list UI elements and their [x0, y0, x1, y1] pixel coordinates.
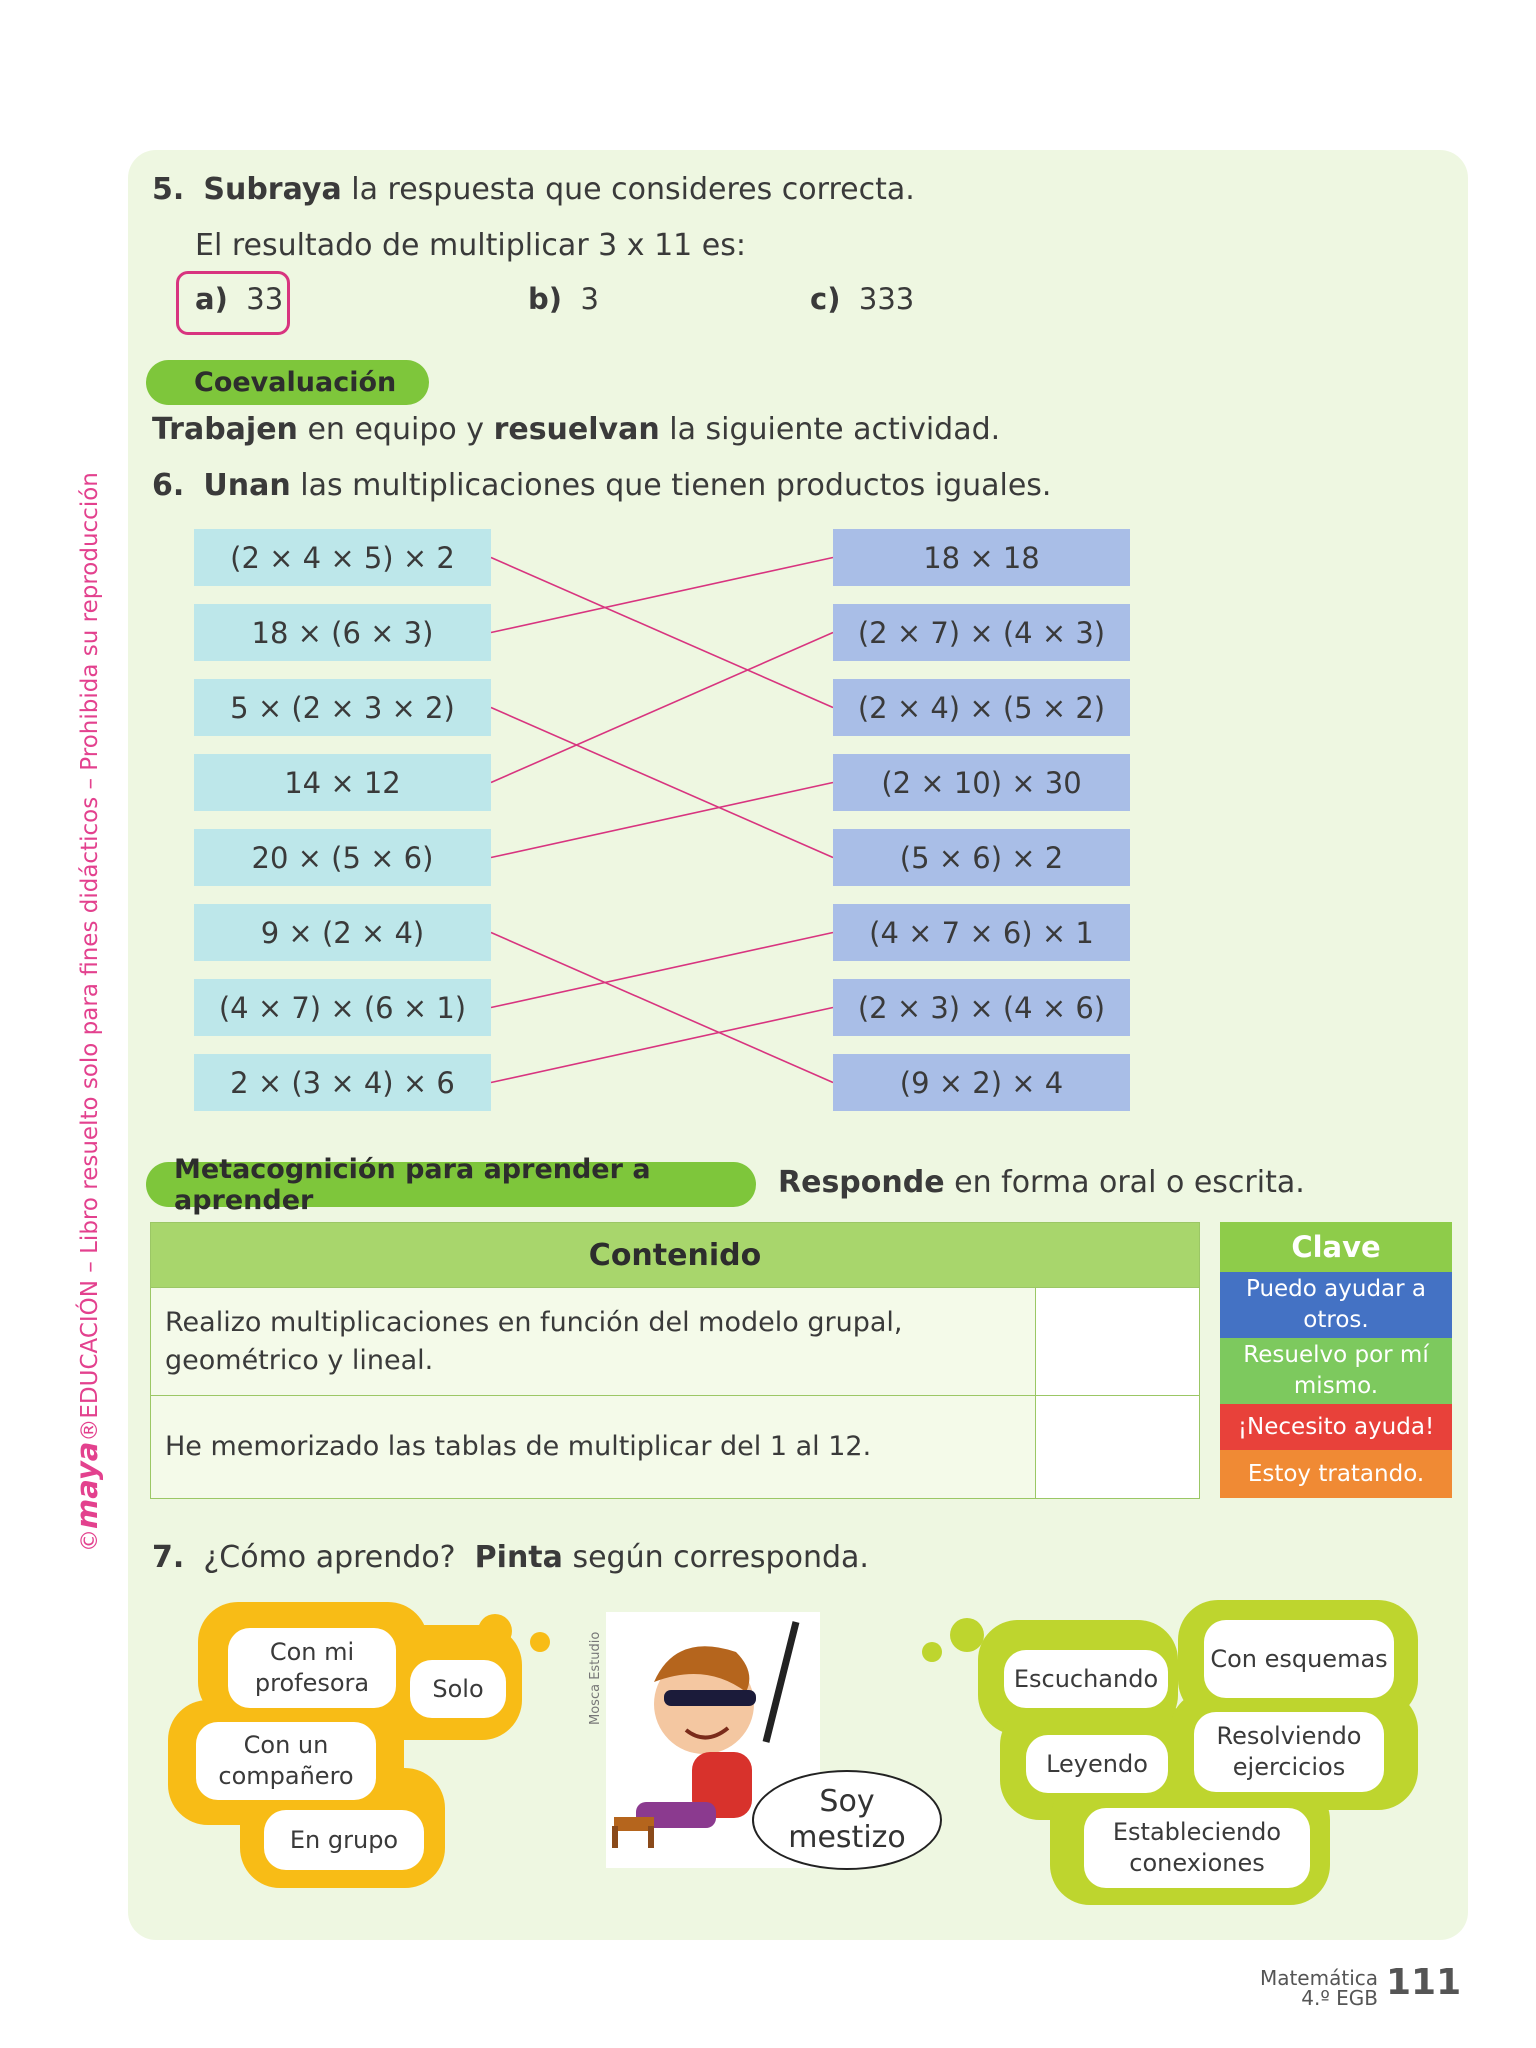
option-c[interactable]: c) 333	[810, 282, 915, 316]
match-line	[491, 1008, 833, 1083]
option-a[interactable]: a) 33	[195, 282, 284, 316]
option-resolviendo-ejercicios[interactable]: Resolviendo ejercicios	[1194, 1712, 1384, 1792]
left-expression[interactable]: 2 × (3 × 4) × 6	[194, 1054, 491, 1111]
option-b[interactable]: b) 3	[528, 282, 599, 316]
option-con-mi-profesora[interactable]: Con mi profesora	[228, 1628, 396, 1708]
q5-instruction: 5. Subraya la respuesta que consideres correcta.	[152, 172, 915, 207]
right-expression[interactable]: (2 × 4) × (5 × 2)	[833, 679, 1130, 736]
left-expression[interactable]: 9 × (2 × 4)	[194, 904, 491, 961]
right-expression[interactable]: (9 × 2) × 4	[833, 1054, 1130, 1111]
q7-instruction: 7. ¿Cómo aprendo? Pinta según corresponda.	[152, 1540, 869, 1575]
table-row-content: He memorizado las tablas de multiplicar del 1 al 12.	[151, 1396, 1036, 1499]
right-expression[interactable]: (4 × 7 × 6) × 1	[833, 904, 1130, 961]
left-expression[interactable]: 5 × (2 × 3 × 2)	[194, 679, 491, 736]
metacognicion-pill: Metacognición para aprender a aprender	[146, 1162, 756, 1207]
right-expression[interactable]: (2 × 3) × (4 × 6)	[833, 979, 1130, 1036]
left-expression[interactable]: 14 × 12	[194, 754, 491, 811]
right-expression[interactable]: (2 × 7) × (4 × 3)	[833, 604, 1130, 661]
option-leyendo[interactable]: Leyendo	[1026, 1735, 1168, 1793]
match-line	[491, 558, 833, 633]
image-credit: Mosca Estudio	[588, 1631, 603, 1725]
footer-subject: Matemática 4.º EGB	[1259, 1966, 1378, 2010]
match-line	[491, 708, 833, 858]
right-expression[interactable]: 18 × 18	[833, 529, 1130, 586]
key-help-others: Puedo ayudar a otros.	[1220, 1272, 1452, 1338]
key-need-help: ¡Necesito ayuda!	[1220, 1404, 1452, 1450]
left-expression[interactable]: 20 × (5 × 6)	[194, 829, 491, 886]
option-con-un-companero[interactable]: Con un compañero	[196, 1722, 376, 1800]
option-escuchando[interactable]: Escuchando	[1004, 1650, 1168, 1708]
match-line	[491, 633, 833, 783]
key-by-myself: Resuelvo por mí mismo.	[1220, 1338, 1452, 1404]
match-line	[491, 783, 833, 858]
option-estableciendo-conexiones[interactable]: Estableciendo conexiones	[1084, 1808, 1310, 1888]
left-expression[interactable]: (2 × 4 × 5) × 2	[194, 529, 491, 586]
right-expression[interactable]: (2 × 10) × 30	[833, 754, 1130, 811]
coevaluacion-pill: Coevaluación	[146, 360, 429, 405]
left-expression[interactable]: (4 × 7) × (6 × 1)	[194, 979, 491, 1036]
speech-bubble: Soy mestizo	[752, 1770, 942, 1870]
key-title: Clave	[1220, 1222, 1452, 1272]
answer-cell[interactable]	[1036, 1396, 1200, 1499]
match-line	[491, 933, 833, 1083]
option-solo[interactable]: Solo	[410, 1660, 506, 1718]
page-number: 111	[1386, 1962, 1462, 2003]
q6-instruction: 6. Unan las multiplicaciones que tienen productos iguales.	[152, 468, 1052, 503]
self-assessment-table	[150, 1222, 1200, 1499]
table-header: Contenido	[151, 1223, 1200, 1288]
table-row-content: Realizo multiplicaciones en función del modelo grupal, geométrico y lineal.	[151, 1288, 1036, 1396]
meta-instruction: Responde en forma oral o escrita.	[778, 1165, 1305, 1200]
q5-question: El resultado de multiplicar 3 x 11 es:	[195, 228, 747, 263]
match-line	[491, 558, 833, 708]
left-expression[interactable]: 18 × (6 × 3)	[194, 604, 491, 661]
copyright-side-text: ©maya®EDUCACIÓN – Libro resuelto solo para fines didácticos – Prohibida su reproducción	[70, 472, 104, 1552]
option-en-grupo[interactable]: En grupo	[264, 1810, 424, 1870]
key-legend	[1220, 1222, 1452, 1498]
answer-cell[interactable]	[1036, 1288, 1200, 1396]
coeval-instruction: Trabajen en equipo y resuelvan la siguiente actividad.	[152, 412, 1001, 447]
right-expression[interactable]: (5 × 6) × 2	[833, 829, 1130, 886]
match-line	[491, 933, 833, 1008]
key-trying: Estoy tratando.	[1220, 1450, 1452, 1498]
option-con-esquemas[interactable]: Con esquemas	[1204, 1620, 1394, 1698]
